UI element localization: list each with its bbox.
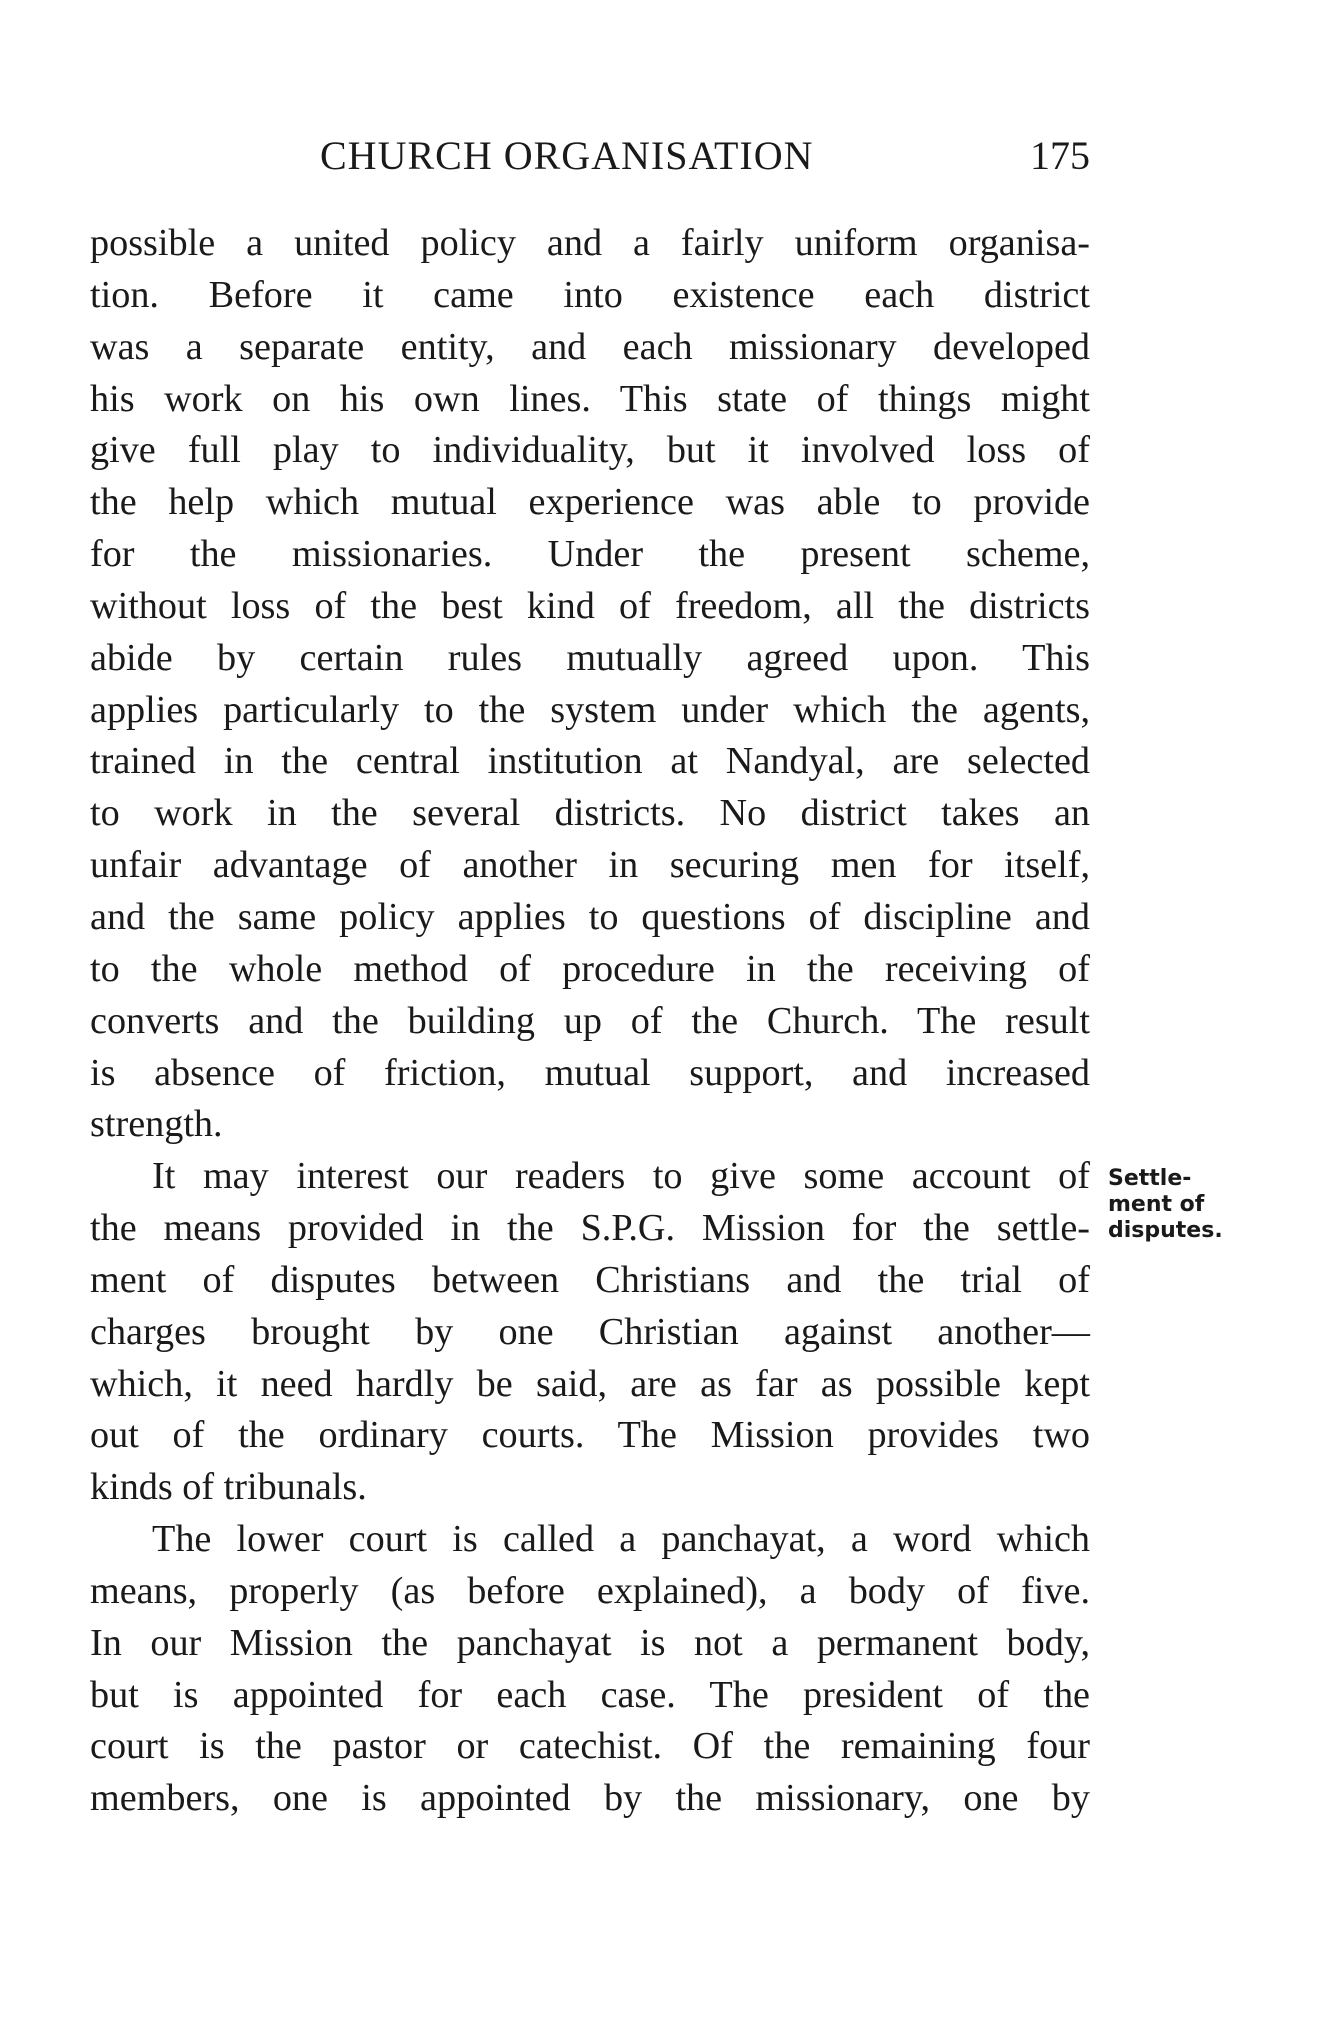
text-line: is absence of friction, mutual support, and increased	[90, 1051, 1090, 1094]
text-line: members, one is appointed by the missionary, one by	[90, 1777, 1090, 1820]
paragraph	[90, 1514, 1090, 1825]
text-line: abide by certain rules mutually agreed upon. This	[90, 636, 1090, 679]
text-line: kinds of tribunals.	[90, 1466, 367, 1509]
paragraph	[90, 1151, 1090, 1514]
text-line: charges brought by one Christian against another—	[90, 1310, 1090, 1353]
text-line: In our Mission the panchayat is not a permanent body,	[90, 1621, 1090, 1664]
text-line: trained in the central institution at Nandyal, are selected	[90, 740, 1090, 783]
text-line: converts and the building up of the Church. The result	[90, 999, 1090, 1042]
text-line: unfair advantage of another in securing men for itself,	[90, 844, 1090, 887]
text-line: and the same policy applies to questions of discipline and	[90, 895, 1090, 938]
text-line: the means provided in the S.P.G. Mission for the settle-	[90, 1207, 1090, 1250]
paragraph	[90, 218, 1090, 1151]
text-line: his work on his own lines. This state of things might	[90, 377, 1090, 420]
margin-note-line: Settle-	[1108, 1166, 1192, 1191]
text-line: to the whole method of procedure in the receiving of	[90, 947, 1090, 990]
text-line: applies particularly to the system under which the agents,	[90, 688, 1090, 731]
text-line: strength.	[90, 1103, 223, 1146]
text-line: means, properly (as before explained), a body of five.	[90, 1569, 1090, 1612]
text-line: but is appointed for each case. The president of the	[90, 1673, 1090, 1716]
running-title: CHURCH ORGANISATION	[320, 133, 814, 178]
text-line: tion. Before it came into existence each district	[90, 273, 1090, 316]
text-line: The lower court is called a panchayat, a word which	[152, 1518, 1090, 1561]
text-line: It may interest our readers to give some account of	[152, 1155, 1090, 1198]
text-line: to work in the several districts. No district takes an	[90, 792, 1090, 835]
text-line: without loss of the best kind of freedom, all the districts	[90, 584, 1090, 627]
margin-note	[1108, 1166, 1248, 1244]
text-line: which, it need hardly be said, are as far as possible kept	[90, 1362, 1090, 1405]
text-line: out of the ordinary courts. The Mission provides two	[90, 1414, 1090, 1457]
text-line: for the missionaries. Under the present scheme,	[90, 533, 1090, 576]
margin-note-line: disputes.	[1108, 1218, 1223, 1243]
text-line: court is the pastor or catechist. Of the remaining four	[90, 1725, 1090, 1768]
running-head	[90, 132, 1090, 182]
text-line: possible a united policy and a fairly uniform organisa-	[90, 222, 1090, 264]
text-line: was a separate entity, and each missionary developed	[90, 325, 1090, 368]
text-line: ment of disputes between Christians and the trial of	[90, 1258, 1090, 1301]
page-number: 175	[1030, 133, 1090, 178]
text-line: the help which mutual experience was able to provide	[90, 481, 1090, 524]
body-text	[90, 218, 1090, 1825]
margin-note-line: ment of	[1108, 1192, 1205, 1217]
text-line: give full play to individuality, but it involved loss of	[90, 429, 1090, 472]
